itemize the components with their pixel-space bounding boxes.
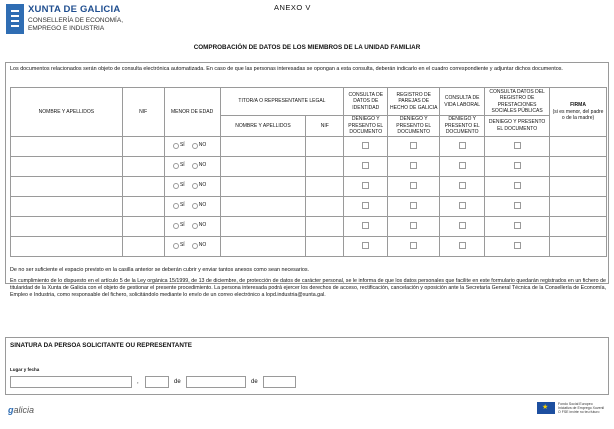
minor-yes-radio[interactable] xyxy=(173,163,179,169)
minor-cell xyxy=(164,136,220,156)
worklife-deny-cell xyxy=(440,136,485,156)
no-label: NO xyxy=(198,182,207,189)
identity-deny-cell xyxy=(344,176,388,196)
yes-label: SÍ xyxy=(179,142,185,149)
couples-deny-cell xyxy=(388,136,440,156)
worklife-deny-checkbox[interactable] xyxy=(459,182,466,189)
tutor-nif-cell[interactable] xyxy=(306,216,344,236)
couples-deny-checkbox[interactable] xyxy=(410,202,417,209)
identity-deny-checkbox[interactable] xyxy=(362,242,369,249)
member-name-cell[interactable] xyxy=(11,236,123,256)
identity-deny-cell xyxy=(344,196,388,216)
worklife-deny-checkbox[interactable] xyxy=(459,142,466,149)
members-table xyxy=(10,87,607,257)
worklife-deny-cell xyxy=(440,196,485,216)
couples-deny-cell xyxy=(388,216,440,236)
no-label: NO xyxy=(198,142,207,149)
identity-deny-checkbox[interactable] xyxy=(362,162,369,169)
benefits-deny-checkbox[interactable] xyxy=(514,242,521,249)
tutor-nif-cell[interactable] xyxy=(306,156,344,176)
signature-cell[interactable] xyxy=(550,176,607,196)
minor-yes-radio[interactable] xyxy=(173,183,179,189)
department xyxy=(28,17,178,33)
eu-line-3: O FSE invirte no teu futuro xyxy=(558,410,600,415)
worklife-deny-checkbox[interactable] xyxy=(459,202,466,209)
benefits-deny-cell xyxy=(485,176,550,196)
month-field[interactable] xyxy=(186,376,246,388)
worklife-deny-checkbox[interactable] xyxy=(459,222,466,229)
couples-deny-checkbox[interactable] xyxy=(410,242,417,249)
tutor-name-cell[interactable] xyxy=(220,216,306,236)
yes-label: SÍ xyxy=(179,182,185,189)
benefits-deny-checkbox[interactable] xyxy=(514,162,521,169)
minor-yes-radio[interactable] xyxy=(173,243,179,249)
annex-label: ANEXO V xyxy=(274,3,311,12)
header-deny: DENIEGO Y PRESENTO EL DOCUMENTO xyxy=(440,116,485,137)
header-tutor-nif: NIF xyxy=(306,116,344,137)
tutor-nif-cell[interactable] xyxy=(306,236,344,256)
worklife-deny-cell xyxy=(440,176,485,196)
identity-deny-cell xyxy=(344,156,388,176)
minor-cell xyxy=(164,156,220,176)
data-protection-text: En cumplimiento de lo dispuesto en el artículo 5 de la Ley orgánica 15/1999, de 13 de diciembre, de protección de datos de carácter personal, se le informa de que los datos personales que facilite en este formulario quedarán registrados en un fichero de titularidad de la Xunta de Galicia con el objeto de gestionar el presente procedimiento. La persona interesada podrá ejercer los derechos de acceso, rectificación, cancelación y oposición ante la Secretaría General Técnica de la Consellería de Economía, Empleo e Industria, como responsable del fichero, solicitándolo mediante lo envío de un correo electrónico a lopd.industria@xunta.gal. xyxy=(10,278,606,298)
identity-deny-checkbox[interactable] xyxy=(362,222,369,229)
header-tutor-name: NOMBRE Y APELLIDOS xyxy=(220,116,306,137)
header-minor: MENOR DE EDAD xyxy=(164,88,220,137)
identity-deny-cell xyxy=(344,236,388,256)
brand-name: XUNTA DE GALICIA xyxy=(28,4,121,15)
couples-deny-checkbox[interactable] xyxy=(410,222,417,229)
couples-deny-checkbox[interactable] xyxy=(410,162,417,169)
header-identity: CONSULTA DE DATOS DE IDENTIDAD xyxy=(344,88,388,116)
tutor-name-cell[interactable] xyxy=(220,136,306,156)
member-name-cell[interactable] xyxy=(11,196,123,216)
tutor-name-cell[interactable] xyxy=(220,156,306,176)
eu-funding-text xyxy=(558,402,613,415)
member-nif-cell[interactable] xyxy=(122,216,164,236)
member-name-cell[interactable] xyxy=(11,216,123,236)
tutor-nif-cell[interactable] xyxy=(306,176,344,196)
header-benefits: CONSULTA DATOS DEL REGISTRO DE PRESTACIONES SOCIALES PÚBLICAS xyxy=(485,88,550,116)
member-name-cell[interactable] xyxy=(11,176,123,196)
yes-label: SÍ xyxy=(179,222,185,229)
benefits-deny-cell xyxy=(485,156,550,176)
member-nif-cell[interactable] xyxy=(122,156,164,176)
eu-line-1: Fondo Social Europeo xyxy=(558,402,593,406)
benefits-deny-checkbox[interactable] xyxy=(514,142,521,149)
signature-cell[interactable] xyxy=(550,156,607,176)
signature-title: SINATURA DA PERSOA SOLICITANTE OU REPRESENTANTE xyxy=(10,342,192,349)
header-deny: DENIEGO Y PRESENTO EL DOCUMENTO xyxy=(485,116,550,137)
minor-no-radio[interactable] xyxy=(192,163,198,169)
minor-cell xyxy=(164,176,220,196)
de-separator-2: de xyxy=(251,379,258,385)
space-note: De no ser suficiente el espacio previsto en la casilla anterior se deberán cubrir y enviar tantos anexos como sean necesarios. xyxy=(10,267,310,273)
no-label: NO xyxy=(198,202,207,209)
minor-cell xyxy=(164,236,220,256)
identity-deny-checkbox[interactable] xyxy=(362,142,369,149)
table-row xyxy=(11,216,607,236)
identity-deny-checkbox[interactable] xyxy=(362,202,369,209)
header-deny: DENIEGO Y PRESENTO EL DOCUMENTO xyxy=(344,116,388,137)
benefits-deny-checkbox[interactable] xyxy=(514,182,521,189)
table-row xyxy=(11,176,607,196)
signature-cell[interactable] xyxy=(550,136,607,156)
couples-deny-cell xyxy=(388,196,440,216)
no-label: NO xyxy=(198,222,207,229)
minor-no-radio[interactable] xyxy=(192,223,198,229)
day-field[interactable] xyxy=(145,376,169,388)
header-tutor: TITOR/A O REPRESENTANTE LEGAL xyxy=(220,88,344,116)
eu-flag-icon xyxy=(537,402,555,414)
header-couples: REGISTRO DE PAREJAS DE HECHO DE GALICIA xyxy=(388,88,440,116)
identity-deny-checkbox[interactable] xyxy=(362,182,369,189)
couples-deny-checkbox[interactable] xyxy=(410,182,417,189)
header-sign-note: (si es menor, del padre o de la madre) xyxy=(552,108,604,121)
minor-no-radio[interactable] xyxy=(192,203,198,209)
benefits-deny-checkbox[interactable] xyxy=(514,202,521,209)
yes-label: SÍ xyxy=(179,202,185,209)
signature-cell[interactable] xyxy=(550,196,607,216)
header-sign xyxy=(550,88,607,137)
tutor-name-cell[interactable] xyxy=(220,196,306,216)
minor-yes-radio[interactable] xyxy=(173,223,179,229)
worklife-deny-cell xyxy=(440,156,485,176)
worklife-deny-cell xyxy=(440,216,485,236)
member-nif-cell[interactable] xyxy=(122,236,164,256)
member-nif-cell[interactable] xyxy=(122,136,164,156)
place-date-label: Lugar y fecha xyxy=(10,367,40,372)
benefits-deny-cell xyxy=(485,236,550,256)
yes-label: SÍ xyxy=(179,162,185,169)
identity-deny-cell xyxy=(344,216,388,236)
de-separator-1: de xyxy=(174,379,181,385)
member-name-cell[interactable] xyxy=(11,156,123,176)
header-nif: NIF xyxy=(122,88,164,137)
tutor-nif-cell[interactable] xyxy=(306,196,344,216)
eu-line-2: Iniciativa de Emprego Xuvenil xyxy=(558,406,605,411)
intro-text: Los documentos relacionados serán objeto de consulta electrónica automatizada. En caso de que las personas interesadas se opongan a esta consulta, deberán indicarlo en el cuadro correspondiente y adjuntar dichos documentos. xyxy=(10,66,563,72)
header-sign-title: FIRMA xyxy=(570,102,586,108)
minor-no-radio[interactable] xyxy=(192,243,198,249)
department-line-2: EMPREGO E INDUSTRIA xyxy=(28,25,105,32)
galicia-logo: galicia xyxy=(8,405,35,415)
benefits-deny-cell xyxy=(485,216,550,236)
identity-deny-cell xyxy=(344,136,388,156)
minor-no-radio[interactable] xyxy=(192,183,198,189)
tutor-nif-cell[interactable] xyxy=(306,136,344,156)
couples-deny-cell xyxy=(388,176,440,196)
worklife-deny-cell xyxy=(440,236,485,256)
benefits-deny-checkbox[interactable] xyxy=(514,222,521,229)
header-worklife: CONSULTA DE VIDA LABORAL xyxy=(440,88,485,116)
member-nif-cell[interactable] xyxy=(122,176,164,196)
tutor-name-cell[interactable] xyxy=(220,236,306,256)
table-row xyxy=(11,156,607,176)
worklife-deny-checkbox[interactable] xyxy=(459,162,466,169)
table-row xyxy=(11,196,607,216)
table-row xyxy=(11,136,607,156)
no-label: NO xyxy=(198,162,207,169)
comma-separator: , xyxy=(137,379,139,385)
benefits-deny-cell xyxy=(485,196,550,216)
yes-label: SÍ xyxy=(179,242,185,249)
member-nif-cell[interactable] xyxy=(122,196,164,216)
place-field[interactable] xyxy=(10,376,132,388)
minor-no-radio[interactable] xyxy=(192,143,198,149)
tutor-name-cell[interactable] xyxy=(220,176,306,196)
xunta-emblem-icon xyxy=(6,4,24,34)
year-field[interactable] xyxy=(263,376,296,388)
member-name-cell[interactable] xyxy=(11,136,123,156)
signature-panel xyxy=(5,337,609,395)
couples-deny-cell xyxy=(388,156,440,176)
worklife-deny-checkbox[interactable] xyxy=(459,242,466,249)
no-label: NO xyxy=(198,242,207,249)
minor-cell xyxy=(164,216,220,236)
couples-deny-cell xyxy=(388,236,440,256)
table-row xyxy=(11,236,607,256)
header-name: NOMBRE Y APELLIDOS xyxy=(11,88,123,137)
department-line-1: CONSELLERÍA DE ECONOMÍA, xyxy=(28,17,123,24)
header-logo xyxy=(6,4,186,38)
minor-yes-radio[interactable] xyxy=(173,143,179,149)
header-deny: DENIEGO Y PRESENTO EL DOCUMENTO xyxy=(388,116,440,137)
couples-deny-checkbox[interactable] xyxy=(410,142,417,149)
benefits-deny-cell xyxy=(485,136,550,156)
family-data-panel xyxy=(5,62,609,298)
page-title: COMPROBACIÓN DE DATOS DE LOS MIEMBROS DE LA UNIDAD FAMILIAR xyxy=(193,44,421,51)
signature-cell[interactable] xyxy=(550,236,607,256)
signature-cell[interactable] xyxy=(550,216,607,236)
minor-yes-radio[interactable] xyxy=(173,203,179,209)
minor-cell xyxy=(164,196,220,216)
